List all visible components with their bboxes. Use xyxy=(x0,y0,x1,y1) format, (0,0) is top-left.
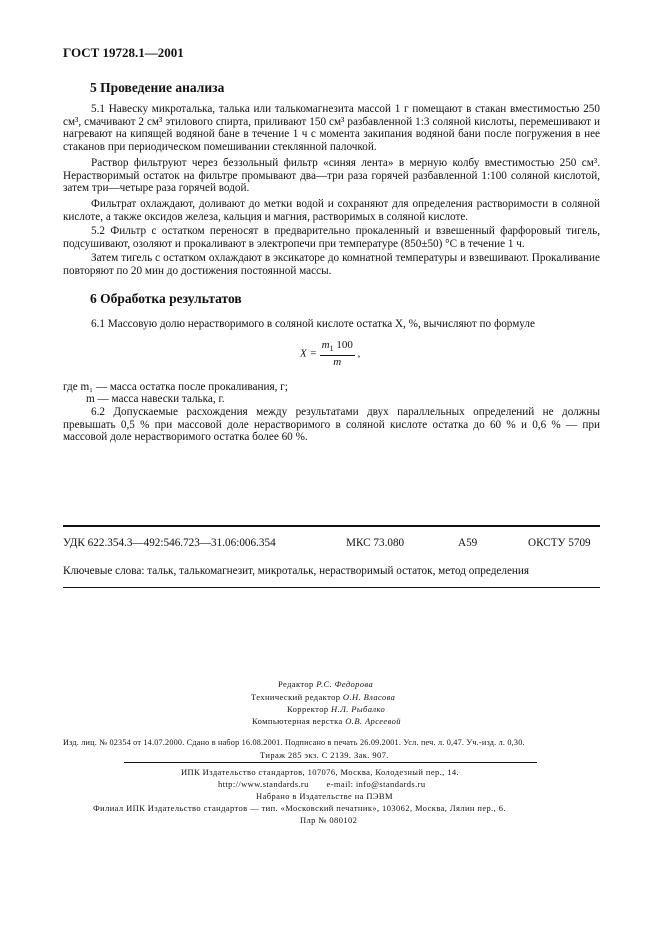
where-line-2: m — масса навески талька, г. xyxy=(86,393,225,405)
layout-label: Компьютерная верстка xyxy=(252,716,343,726)
formula-numerator xyxy=(320,339,355,356)
section-6-title: 6 Обработка результатов xyxy=(90,291,242,306)
section-5-title: 5 Проведение анализа xyxy=(90,80,225,95)
imprint-layout xyxy=(252,716,401,726)
udk-code: УДК 622.354.3—492:546.723—31.06:006.354 xyxy=(63,537,276,549)
imprint-editor xyxy=(278,679,373,689)
tech-editor-name: О.Н. Власова xyxy=(342,692,396,702)
paragraph-6-2: 6.2 Допускаемые расхождения между результатами двух параллельных определений не должны превышать 0,5 % при массовой доле нерастворимого в соляной кислоте остатка до 60 % и 0,6 % — при массовой доле нерастворимого остатка более 60 %. xyxy=(63,406,600,444)
paragraph-6-1: 6.1 Массовую долю нерастворимого в соляной кислоте остатка X, %, вычисляют по формуле xyxy=(91,318,535,330)
formula-tail: , xyxy=(357,347,361,360)
paragraph-5-2: 5.2 Фильтр с остатком переносят в предварительно прокаленный и взвешенный фарфоровый тигель, подсушивают, озоляют и прокаливают в электропечи при температуре (850±50) °С в течение 1 ч. xyxy=(63,225,600,250)
formula-num-sub: 1 xyxy=(329,344,334,354)
layout-name: О.В. Арсеевой xyxy=(345,716,401,726)
a59-code: А59 xyxy=(458,537,478,549)
mks-code: МКС 73.080 xyxy=(346,537,405,549)
formula xyxy=(300,339,360,369)
footer-bottom-rule xyxy=(63,587,600,588)
printer-license: Плр № 080102 xyxy=(300,815,358,825)
printer-branch: Филиал ИПК Издательство стандартов — тип. «Московский печатник», 103062, Москва, Лялин пер., 6. xyxy=(93,803,506,813)
editor-label: Редактор xyxy=(278,679,314,689)
corrector-label: Корректор xyxy=(287,704,329,714)
okstu-code: ОКСТУ 5709 xyxy=(528,537,591,549)
formula-num-const: 100 xyxy=(333,339,353,351)
publisher-address: ИПК Издательство стандартов, 107076, Москва, Колодезный пер., 14. xyxy=(181,767,460,777)
corrector-name: Н.Л. Рыбалко xyxy=(331,704,386,714)
tech-editor-label: Технический редактор xyxy=(251,692,341,702)
paragraph-5-1: 5.1 Навеску микроталька, талька или талькомагнезита массой 1 г помещают в стакан вместимостью 250 см³, смачивают 2 см³ этилового спирта, приливают 150 см³ разбавленной 1:3 соляной кислоты, перемешивают и нагревают на кипящей водяной бане в течение 1 ч с момента закипания водяной бани после погружения в нее стаканов при периодическом помешивании стеклянной палочкой. xyxy=(63,103,600,153)
footer-top-rule xyxy=(63,525,600,527)
running-header: ГОСТ 19728.1—2001 xyxy=(63,45,184,60)
paragraph-5-1-filter: Раствор фильтруют через беззольный фильтр «синяя лента» в мерную колбу вместимостью 250 см³. Нерастворимый остаток на фильтре промывают два—три раза горячей разбавленной 1:100 соляной кислотой, затем три—четыре раза горячей водой. xyxy=(63,157,600,195)
where-line-1: где m₁ — масса остатка после прокаливания, г; xyxy=(63,381,288,393)
paragraph-5-1-filtrate: Фильтрат охлаждают, доливают до метки водой и сохраняют для определения растворимости в соляной кислоте, а также оксидов железа, кальция и магния, растворимых в соляной кислоте. xyxy=(63,198,600,223)
publisher-typeset: Набрано в Издательстве на ПЭВМ xyxy=(256,791,393,801)
formula-num-var: m xyxy=(321,339,330,351)
imprint-license-line: Изд. лиц. № 02354 от 14.07.2000. Сдано в набор 16.08.2001. Подписано в печать 26.09.2001. Усл. печ. л. 0,47. Уч.-изд. л. 0,30. xyxy=(63,738,525,747)
keywords: Ключевые слова: тальк, талькомагнезит, микротальк, нерастворимый остаток, метод определения xyxy=(63,565,530,577)
imprint-corrector xyxy=(287,704,385,714)
imprint-divider xyxy=(124,762,537,763)
imprint-print-run: Тираж 285 экз. С 2139. Зак. 907. xyxy=(260,750,389,760)
editor-name: Р.С. Федорова xyxy=(316,679,374,689)
paragraph-5-2-cooling: Затем тигель с остатком охлаждают в эксикаторе до комнатной температуры и взвешивают. Прокаливание повторяют по 20 мин до достижения постоянной массы. xyxy=(63,252,600,277)
formula-fraction xyxy=(320,339,355,369)
imprint-tech-editor xyxy=(251,692,395,702)
formula-lhs: X = xyxy=(300,347,317,360)
formula-denominator: m xyxy=(333,356,342,369)
publisher-web: http://www.standards.ru e-mail: info@standards.ru xyxy=(218,779,426,789)
